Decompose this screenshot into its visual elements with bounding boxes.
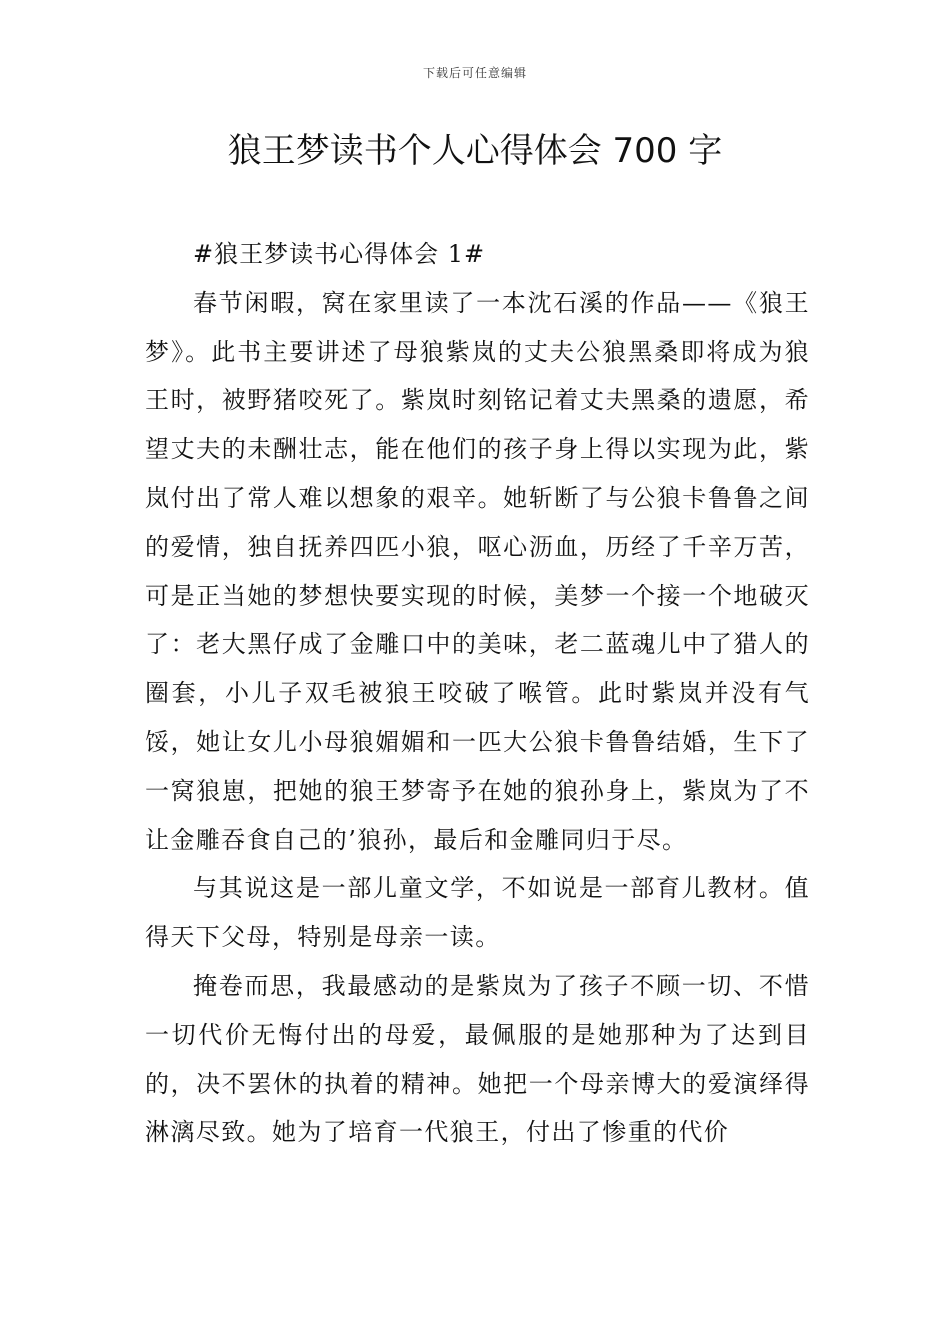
section-heading: #狼王梦读书心得体会 1#	[193, 240, 486, 268]
paragraph-1: 春节闲暇，窝在家里读了一本沈石溪的作品——《狼王梦》。此书主要讲述了母狼紫岚的丈夫公狼黑桑即将成为狼王时，被野猪咬死了。紫岚时刻铭记着丈夫黑桑的遗愿，希望丈夫的未酬壮志，能在他们的孩子身上得以实现为此，紫岚付出了常人难以想象的艰辛。她斩断了与公狼卡鲁鲁之间的爱情，独自抚养四匹小狼，呕心沥血，历经了千辛万苦，可是正当她的梦想快要实现的时候，美梦一个接一个地破灭了：老大黑仔成了金雕口中的美味，老二蓝魂儿中了猎人的圈套，小儿子双毛被狼王咬破了喉管。此时紫岚并没有气馁，她让女儿小母狼媚媚和一匹大公狼卡鲁鲁结婚，生下了一窝狼崽，把她的狼王梦寄予在她的狼孙身上，紫岚为了不让金雕吞食自己的’狼孙，最后和金雕同归于尽。	[145, 288, 810, 854]
document-title: 狼王梦读书个人心得体会 700 字	[227, 131, 723, 171]
document-body	[145, 230, 810, 1157]
paragraph-2: 与其说这是一部儿童文学，不如说是一部育儿教材。值得天下父母，特别是母亲一读。	[145, 874, 810, 952]
paragraph-3: 掩卷而思，我最感动的是紫岚为了孩子不顾一切、不惜一切代价无悔付出的母爱，最佩服的是她那种为了达到目的，决不罢休的执着的精神。她把一个母亲博大的爱演绎得淋漓尽致。她为了培育一代狼王，付出了惨重的代价	[145, 971, 810, 1147]
header-note: 下载后可任意编辑	[422, 66, 527, 80]
